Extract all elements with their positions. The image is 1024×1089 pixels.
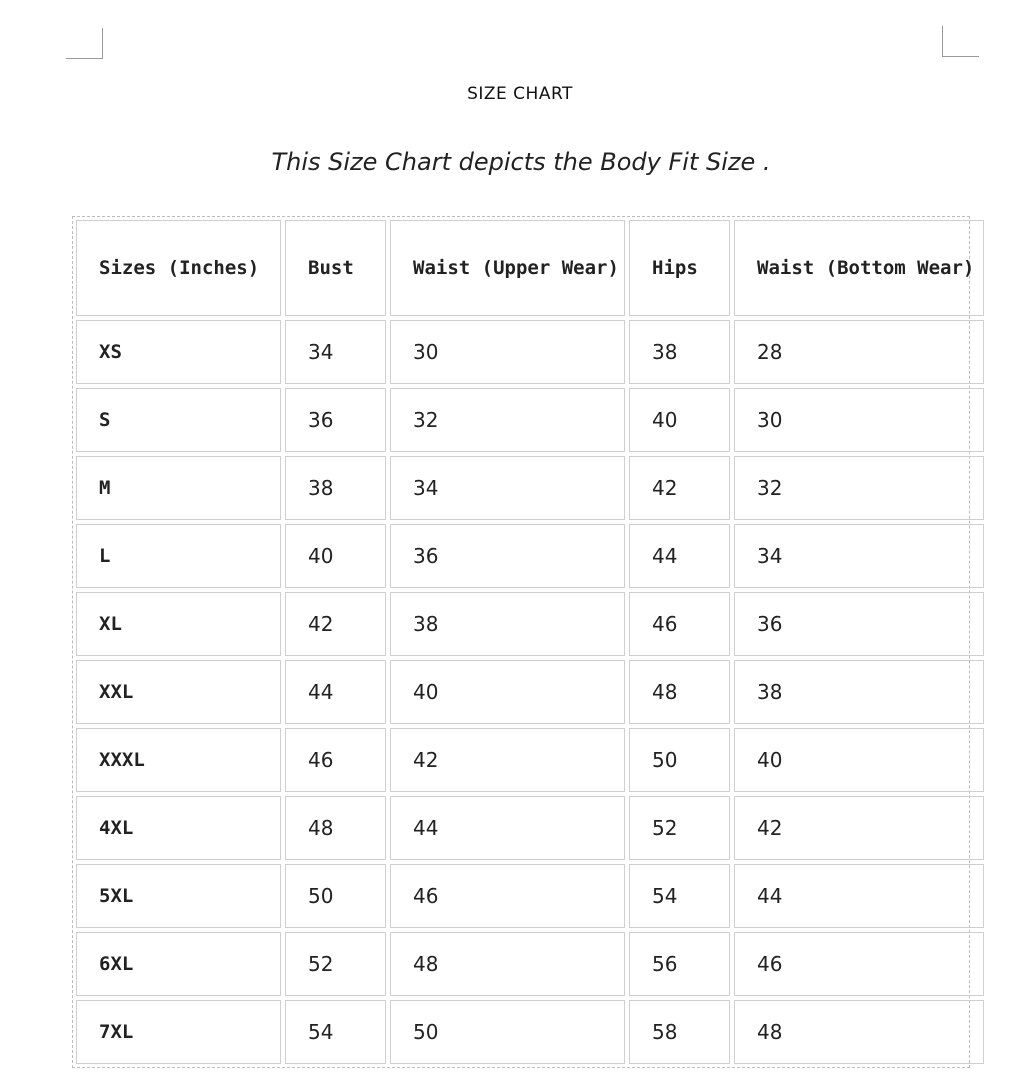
header-waist-bottom-wear: Waist (Bottom Wear) (734, 220, 984, 316)
size-cell: XL (76, 592, 281, 656)
header-hips: Hips (629, 220, 730, 316)
document-subtitle: This Size Chart depicts the Body Fit Size . (271, 148, 771, 176)
hips-cell: 40 (629, 388, 730, 452)
bust-cell: 46 (285, 728, 386, 792)
waist-upper-cell: 46 (390, 864, 625, 928)
waist-bottom-cell: 42 (734, 796, 984, 860)
table-row (76, 864, 984, 928)
table-row (76, 796, 984, 860)
size-cell: 4XL (76, 796, 281, 860)
bust-cell: 48 (285, 796, 386, 860)
document-title: SIZE CHART (467, 84, 573, 104)
hips-cell: 58 (629, 1000, 730, 1064)
bust-cell: 52 (285, 932, 386, 996)
waist-upper-cell: 48 (390, 932, 625, 996)
waist-bottom-cell: 30 (734, 388, 984, 452)
bust-cell: 40 (285, 524, 386, 588)
header-sizes: Sizes (Inches) (76, 220, 281, 316)
table-row (76, 592, 984, 656)
bust-cell: 44 (285, 660, 386, 724)
bust-cell: 54 (285, 1000, 386, 1064)
waist-upper-cell: 42 (390, 728, 625, 792)
waist-bottom-cell: 36 (734, 592, 984, 656)
header-waist-upper-wear: Waist (Upper Wear) (390, 220, 625, 316)
hips-cell: 38 (629, 320, 730, 384)
table-row (76, 388, 984, 452)
bust-cell: 36 (285, 388, 386, 452)
waist-upper-cell: 38 (390, 592, 625, 656)
bust-cell: 42 (285, 592, 386, 656)
hips-cell: 46 (629, 592, 730, 656)
table-row (76, 1000, 984, 1064)
waist-bottom-cell: 32 (734, 456, 984, 520)
bust-cell: 38 (285, 456, 386, 520)
size-cell: XS (76, 320, 281, 384)
waist-upper-cell: 34 (390, 456, 625, 520)
table-row (76, 524, 984, 588)
header-bust: Bust (285, 220, 386, 316)
waist-bottom-cell: 38 (734, 660, 984, 724)
hips-cell: 56 (629, 932, 730, 996)
waist-bottom-cell: 46 (734, 932, 984, 996)
waist-upper-cell: 30 (390, 320, 625, 384)
size-cell: 7XL (76, 1000, 281, 1064)
table-header-row (76, 220, 984, 316)
table-row (76, 320, 984, 384)
hips-cell: 54 (629, 864, 730, 928)
hips-cell: 52 (629, 796, 730, 860)
table-row (76, 932, 984, 996)
size-cell: 5XL (76, 864, 281, 928)
waist-upper-cell: 40 (390, 660, 625, 724)
table-row (76, 456, 984, 520)
hips-cell: 42 (629, 456, 730, 520)
waist-upper-cell: 44 (390, 796, 625, 860)
bust-cell: 50 (285, 864, 386, 928)
table-row (76, 728, 984, 792)
waist-upper-cell: 36 (390, 524, 625, 588)
waist-bottom-cell: 28 (734, 320, 984, 384)
size-chart-body (76, 220, 984, 1064)
size-cell: M (76, 456, 281, 520)
bust-cell: 34 (285, 320, 386, 384)
hips-cell: 50 (629, 728, 730, 792)
waist-upper-cell: 50 (390, 1000, 625, 1064)
size-cell: 6XL (76, 932, 281, 996)
waist-upper-cell: 32 (390, 388, 625, 452)
size-cell: S (76, 388, 281, 452)
size-cell: XXL (76, 660, 281, 724)
page-corner-mark-right (942, 26, 979, 57)
waist-bottom-cell: 48 (734, 1000, 984, 1064)
waist-bottom-cell: 40 (734, 728, 984, 792)
page-corner-mark-left (66, 28, 103, 59)
table-row (76, 660, 984, 724)
hips-cell: 44 (629, 524, 730, 588)
waist-bottom-cell: 34 (734, 524, 984, 588)
size-cell: L (76, 524, 281, 588)
size-chart-table (72, 216, 988, 1068)
waist-bottom-cell: 44 (734, 864, 984, 928)
size-cell: XXXL (76, 728, 281, 792)
hips-cell: 48 (629, 660, 730, 724)
